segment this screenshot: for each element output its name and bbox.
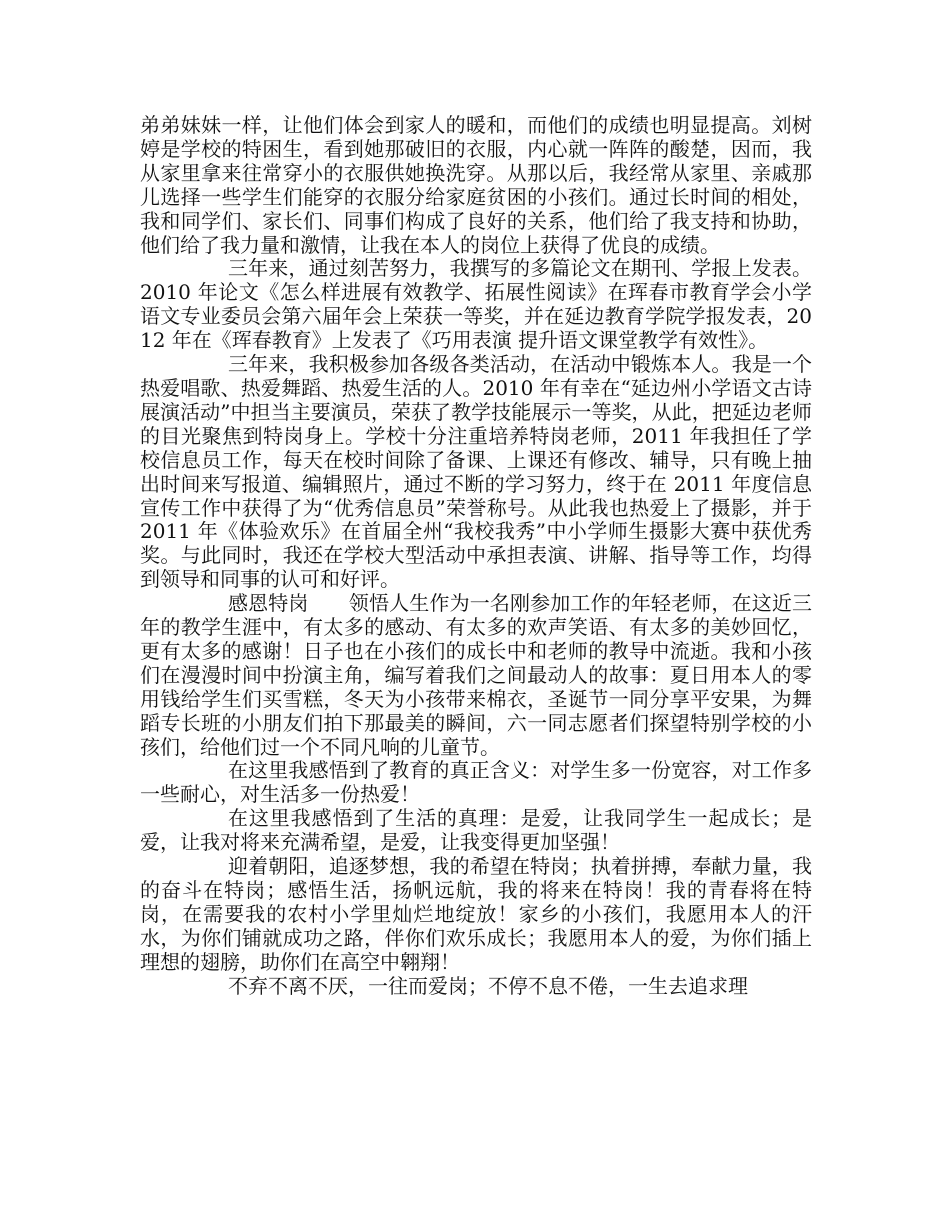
paragraph-5: 在这里我感悟到了教育的真正含义：对学生多一份宽容，对工作多一些耐心，对生活多一份热爱！ bbox=[140, 758, 812, 807]
paragraph-1: 弟弟妹妹一样，让他们体会到家人的暖和，而他们的成绩也明显提高。刘树婷是学校的特困生，看到她那破旧的衣服，内心就一阵阵的酸楚，因而，我从家里拿来往常穿小的衣服供她换洗穿。从那以后，我经常从家里、亲戚那儿选择一些学生们能穿的衣服分给家庭贫困的小孩们。通过长时间的相处，我和同学们、家长们、同事们构成了良好的关系，他们给了我支持和协助，他们给了我力量和激情，让我在本人的岗位上获得了优良的成绩。 bbox=[140, 113, 812, 257]
paragraph-4: 感恩特岗 领悟人生作为一名刚参加工作的年轻老师，在这近三年的教学生涯中，有太多的感动、有太多的欢声笑语、有太多的美妙回忆，更有太多的感谢！日子也在小孩们的成长中和老师的教导中流逝。我和小孩们在漫漫时间中扮演主角，编写着我们之间最动人的故事：夏日用本人的零用钱给学生们买雪糕，冬天为小孩带来棉衣，圣诞节一同分享平安果，为舞蹈专长班的小朋友们拍下那最美的瞬间，六一同志愿者们探望特别学校的小孩们，给他们过一个不同凡响的儿童节。 bbox=[140, 591, 812, 759]
paragraph-6: 在这里我感悟到了生活的真理：是爱，让我同学生一起成长；是爱，让我对将来充满希望，是爱，让我变得更加坚强！ bbox=[140, 806, 812, 855]
paragraph-3: 三年来，我积极参加各级各类活动，在活动中锻炼本人。我是一个热爱唱歌、热爱舞蹈、热爱生活的人。2010 年有幸在“延边州小学语文古诗展演活动”中担当主要演员，荣获了教学技能展示一等奖，从此，把延边老师的目光聚焦到特岗身上。学校十分注重培养特岗老师，2011 年我担任了学校信息员工作，每天在校时间除了备课、上课还有修改、辅导，只有晚上抽出时间来写报道、编辑照片，通过不断的学习努力，终于在 2011 年度信息宣传工作中获得了为“优秀信息员”荣誉称号。从此我也热爱上了摄影，并于 2011 年《体验欢乐》在首届全州“我校我秀”中小学师生摄影大赛中获优秀奖。与此同时，我还在学校大型活动中承担表演、讲解、指导等工作，均得到领导和同事的认可和好评。 bbox=[140, 352, 812, 592]
document-body bbox=[140, 114, 812, 999]
paragraph-2: 三年来，通过刻苦努力，我撰写的多篇论文在期刊、学报上发表。2010 年论文《怎么样进展有效教学、拓展性阅读》在珲春市教育学会小学语文专业委员会第六届年会上荣获一等奖，并在延边教育学院学报发表，2012 年在《珲春教育》上发表了《巧用表演 提升语文课堂教学有效性》。 bbox=[140, 256, 812, 353]
paragraph-8: 不弃不离不厌，一往而爱岗；不停不息不倦，一生去追求理 bbox=[228, 973, 748, 998]
paragraph-7: 迎着朝阳，追逐梦想，我的希望在特岗；执着拼搏，奉献力量，我的奋斗在特岗；感悟生活，扬帆远航，我的将来在特岗！我的青春将在特岗，在需要我的农村小学里灿烂地绽放！家乡的小孩们，我愿用本人的汗水，为你们铺就成功之路，伴你们欢乐成长；我愿用本人的爱，为你们插上理想的翅膀，助你们在高空中翱翔！ bbox=[140, 854, 812, 974]
